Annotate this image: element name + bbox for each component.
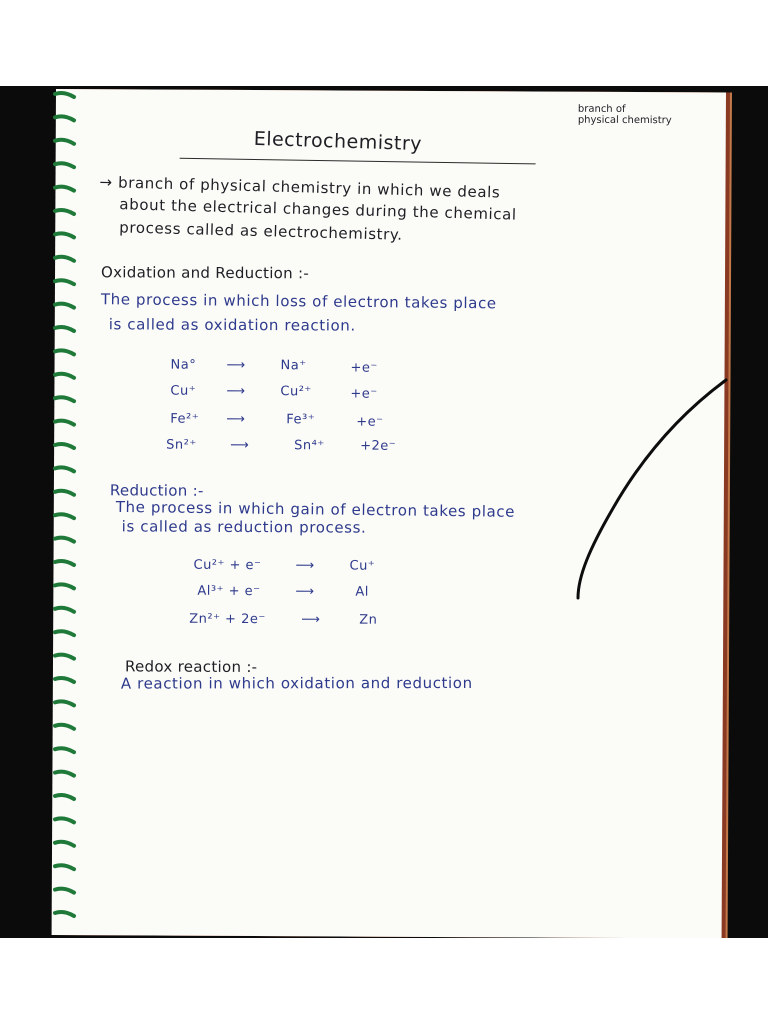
reaction-arrow-icon: ⟶: [301, 612, 321, 628]
spiral-coil: [55, 397, 74, 401]
intro-line: about the electrical changes during the chemical: [119, 195, 517, 224]
spiral-coil: [55, 608, 74, 612]
spiral-coil: [55, 210, 74, 214]
spiral-coil: [55, 374, 74, 378]
spiral-coil: [55, 748, 74, 752]
equation-reactants: Al³⁺ + e⁻: [197, 583, 261, 600]
spiral-coil: [55, 304, 74, 308]
reaction-arrow-icon: ⟶: [295, 558, 315, 574]
oxidation-definition-line: is called as oxidation reaction.: [108, 315, 356, 335]
equation-product: Cu⁺: [349, 558, 376, 574]
spiral-coil: [55, 280, 74, 284]
equation-reactant: Fe²⁺: [170, 411, 200, 427]
spiral-coil: [55, 912, 74, 916]
equation-product: Zn: [359, 612, 378, 628]
equation-product: Sn⁴⁺: [294, 438, 325, 454]
equation-product: Fe³⁺: [286, 412, 316, 428]
redox-definition: A reaction in which oxidation and reduction: [120, 673, 473, 693]
spiral-coil: [55, 772, 74, 776]
reduction-heading: Reduction :-: [109, 481, 204, 500]
equation-electrons: +e⁻: [356, 414, 384, 430]
reaction-arrow-icon: ⟶: [230, 437, 250, 454]
redox-heading: Redox reaction :-: [124, 657, 258, 677]
reduction-definition-line: is called as reduction process.: [121, 517, 367, 537]
corner-note-line: physical chemistry: [577, 114, 672, 127]
spiral-coil: [55, 701, 74, 705]
spiral-coil: [55, 421, 74, 425]
equation-product: Cu²⁺: [280, 384, 312, 400]
equation-reactant: Cu⁺: [170, 383, 197, 399]
intro-line: → branch of physical chemistry in which we deals: [99, 173, 501, 202]
oxidation-heading: Oxidation and Reduction :-: [100, 263, 310, 283]
equation-product: Al: [355, 584, 369, 600]
equation-reactants: Zn²⁺ + 2e⁻: [189, 611, 266, 628]
notebook-page: [52, 89, 726, 938]
spiral-coil: [55, 865, 74, 869]
spiral-coil: [55, 444, 74, 448]
equation-electrons: +e⁻: [350, 360, 378, 376]
reaction-arrow-icon: ⟶: [295, 584, 315, 600]
spiral-coil: [55, 561, 74, 565]
reaction-arrow-icon: ⟶: [226, 383, 246, 399]
oxidation-definition-line: The process in which loss of electron takes place: [100, 290, 497, 313]
page-title: Electrochemistry: [253, 127, 423, 156]
spiral-coil: [55, 116, 74, 120]
spiral-coil: [55, 514, 74, 518]
notebook-photo: [0, 86, 768, 938]
spiral-coil: [55, 163, 74, 167]
title-underline: [180, 158, 536, 165]
spiral-coil: [55, 631, 74, 635]
equation-reactant: Na°: [170, 357, 197, 373]
spiral-coil: [55, 257, 74, 261]
spiral-coil: [55, 233, 74, 237]
corner-note: [578, 104, 672, 126]
equation-electrons: +2e⁻: [360, 438, 397, 454]
equation-electrons: +e⁻: [350, 386, 378, 402]
spiral-coil: [55, 584, 74, 588]
spiral-coil: [55, 795, 74, 799]
corner-note-line: branch of: [577, 103, 626, 115]
spiral-coil: [55, 678, 74, 682]
spiral-coil: [55, 140, 74, 144]
spiral-coil: [55, 655, 74, 659]
reaction-arrow-icon: ⟶: [226, 411, 246, 427]
spiral-coil: [55, 467, 74, 471]
spiral-coil: [55, 538, 74, 542]
intro-line: process called as electrochemistry.: [119, 218, 403, 244]
equation-product: Na⁺: [280, 358, 307, 374]
equation-reactants: Cu²⁺ + e⁻: [193, 557, 262, 574]
spiral-binding: [52, 86, 78, 938]
spiral-coil: [55, 350, 74, 354]
spiral-coil: [55, 491, 74, 495]
reduction-definition-line: The process in which gain of electron takes place: [115, 497, 516, 521]
equation-reactant: Sn²⁺: [166, 437, 197, 453]
spiral-coil: [55, 187, 74, 191]
spiral-coil: [55, 93, 74, 97]
spiral-coil: [55, 842, 74, 846]
spiral-coil: [55, 725, 74, 729]
spiral-coil: [55, 889, 74, 893]
spiral-coil: [55, 327, 74, 331]
spiral-coil: [55, 818, 74, 822]
reaction-arrow-icon: ⟶: [226, 357, 246, 373]
